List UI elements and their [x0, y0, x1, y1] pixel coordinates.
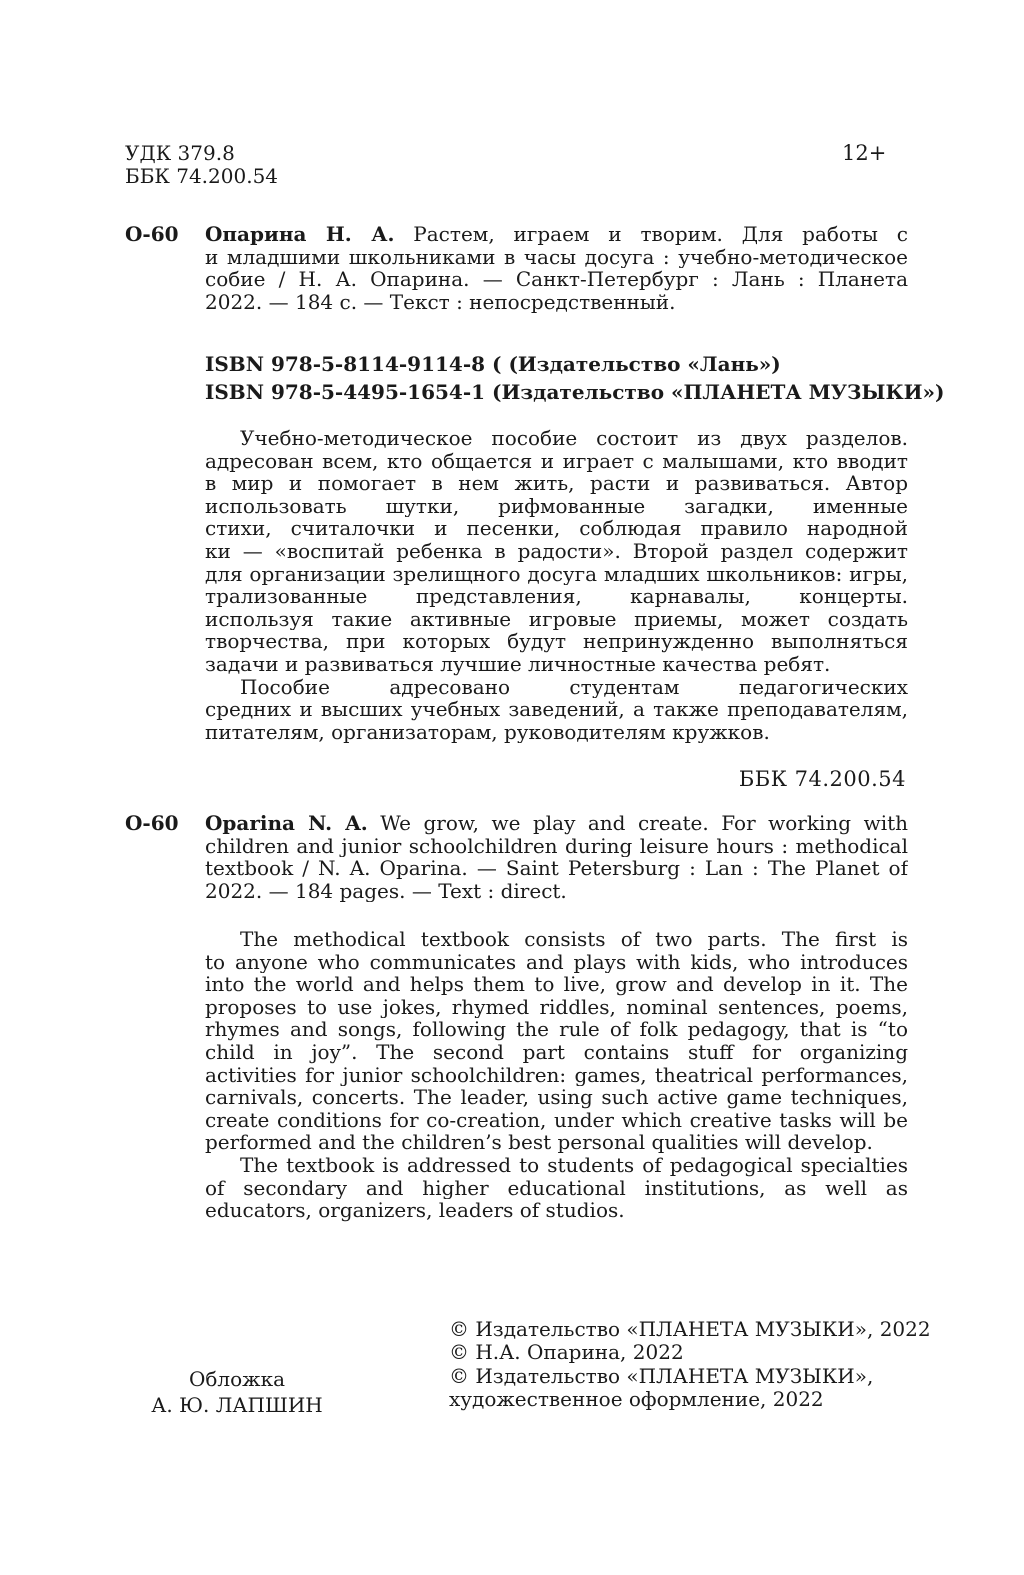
abstract-line: средних и высших учебных заведений, а также преподавателям,	[205, 698, 908, 721]
isbn-block	[205, 350, 945, 406]
record-line: и младшими школьниками в часы досуга : учебно-методическое	[205, 245, 908, 269]
abstract-line: The methodical textbook consists of two parts. The first is	[240, 928, 908, 951]
isbn-lan: ISBN 978-5-8114-9114-8 ( (Издательство «Лань»)	[205, 352, 781, 376]
udk-code: УДК 379.8	[125, 141, 235, 165]
bbk-code: ББК 74.200.54	[125, 163, 279, 188]
abstract-line: творчества, при которых будут непринужденно выполняться	[205, 630, 908, 653]
record-line: 2022. — 184 pages. — Text : direct.	[205, 879, 567, 903]
bibliographic-record-en	[205, 812, 908, 902]
record-line: textbook / N. A. Oparina. — Saint Petersburg : Lan : The Planet of	[205, 857, 908, 880]
abstract-line: использовать шутки, рифмованные загадки, именные	[205, 494, 908, 518]
author-name-ru: Опарина Н. А.	[205, 223, 395, 246]
abstract-line: proposes to use jokes, rhymed riddles, nominal sentences, poems,	[205, 995, 908, 1019]
abstract-line: адресован всем, кто общается и играет с малышами, кто вводит	[205, 449, 908, 473]
abstract-line: стихи, считалочки и песенки, соблюдая правило народной	[205, 517, 908, 540]
abstract-line: ки — «воспитай ребенка в радости». Второй раздел содержит	[205, 539, 908, 563]
bibliographic-record-ru	[205, 223, 908, 313]
abstract-line: into the world and helps them to live, grow and develop in it. The	[205, 973, 908, 996]
cover-designer: А. Ю. ЛАПШИН	[151, 1393, 323, 1417]
abstract-line: питателям, организаторам, руководителям кружков.	[205, 720, 770, 744]
record-line: 2022. — 184 с. — Текст : непосредственный.	[205, 290, 676, 314]
classification-block	[125, 142, 278, 187]
author-mark-ru: О-60	[125, 222, 179, 246]
abstract-line: performed and the children’s best personal qualities will develop.	[205, 1131, 873, 1154]
abstract-ru	[205, 427, 908, 743]
bbk-code-right: ББК 74.200.54	[738, 767, 906, 791]
record-line: We grow, we play and create. For working with	[380, 812, 908, 835]
abstract-line: для организации зрелищного досуга младших школьников: игры,	[205, 562, 908, 586]
abstract-line: трализованные представления, карнавалы, концерты.	[205, 585, 908, 608]
copyright-line: © Издательство «ПЛАНЕТА МУЗЫКИ», 2022	[449, 1317, 931, 1341]
copyright-line: художественное оформление, 2022	[449, 1386, 824, 1411]
author-mark-en: О-60	[125, 811, 179, 835]
record-line: Растем, играем и творим. Для работы с	[413, 223, 908, 246]
author-name-en: Oparina N. A.	[205, 812, 368, 835]
copyright-line: © Н.А. Опарина, 2022	[449, 1340, 684, 1365]
abstract-line: create conditions for co-creation, under which creative tasks will be	[205, 1108, 908, 1132]
age-rating: 12+	[842, 141, 887, 165]
abstract-line: в мир и помогает в нем жить, расти и развиваться. Автор	[205, 472, 908, 495]
abstract-line: Пособие адресовано студентам педагогических	[240, 675, 908, 699]
abstract-line: child in joy”. The second part contains stuff for organizing	[205, 1040, 908, 1064]
isbn-planeta: ISBN 978-5-4495-1654-1 (Издательство «ПЛАНЕТА МУЗЫКИ»)	[205, 380, 945, 404]
cover-label: Обложка	[188, 1367, 285, 1391]
cover-credit	[147, 1366, 327, 1418]
abstract-line: to anyone who communicates and plays with kids, who introduces	[205, 950, 908, 974]
copyright-line: © Издательство «ПЛАНЕТА МУЗЫКИ»,	[449, 1363, 874, 1388]
abstract-line: задачи и развиваться лучшие личностные качества ребят.	[205, 652, 831, 676]
copyright-block	[449, 1318, 931, 1411]
abstract-line: используя такие активные игровые приемы, может создать	[205, 607, 908, 631]
abstract-line: activities for junior schoolchildren: games, theatrical performances,	[205, 1063, 908, 1087]
record-line: children and junior schoolchildren during leisure hours : methodical	[205, 834, 908, 858]
abstract-line: educators, organizers, leaders of studios.	[205, 1199, 625, 1222]
record-line: собие / Н. А. Опарина. — Санкт-Петербург : Лань : Планета	[205, 268, 908, 291]
abstract-line: carnivals, concerts. The leader, using such active game techniques,	[205, 1086, 908, 1109]
abstract-line: of secondary and higher educational institutions, as well as	[205, 1176, 908, 1200]
abstract-en	[205, 928, 908, 1222]
abstract-line: The textbook is addressed to students of pedagogical specialties	[240, 1153, 908, 1177]
abstract-line: rhymes and songs, following the rule of folk pedagogy, that is “to	[205, 1018, 908, 1041]
abstract-line: Учебно-методическое пособие состоит из двух разделов.	[240, 427, 908, 450]
